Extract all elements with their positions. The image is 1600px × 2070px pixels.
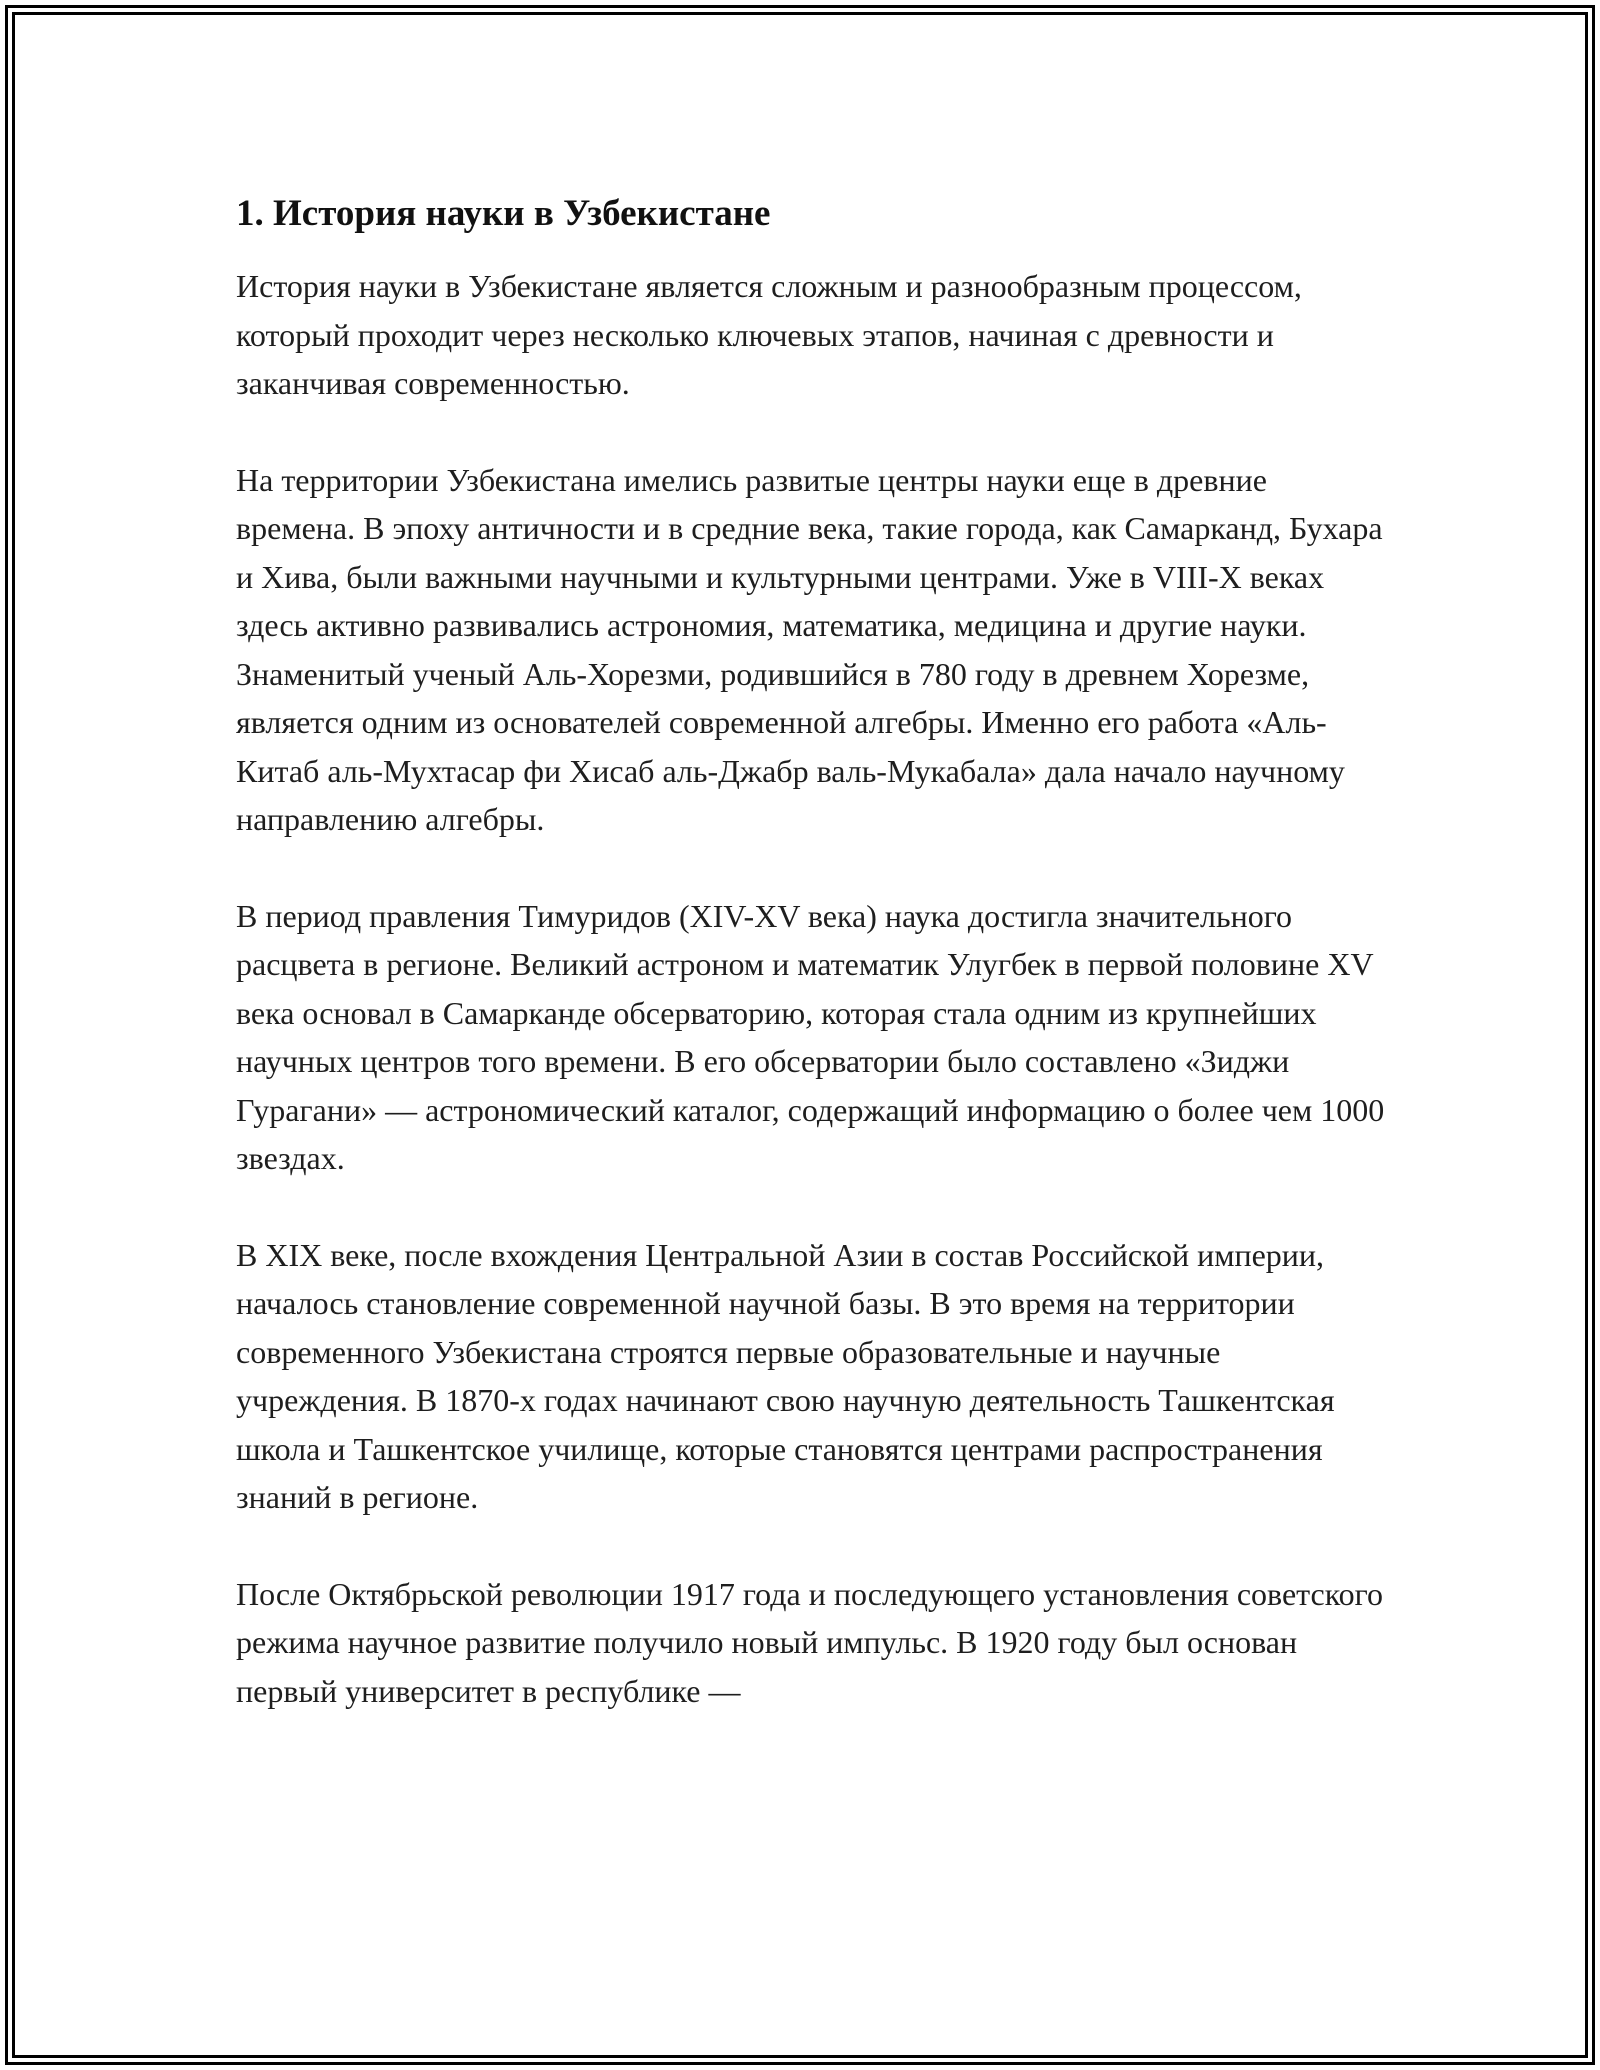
paragraph-soviet-period: После Октябрьской революции 1917 года и последующего установления советского режима научное развитие получило новый импульс. В 1920 году был основан первый университет в республике — xyxy=(236,1575,1383,1709)
document-body xyxy=(236,188,1386,1763)
paragraph-intro: История науки в Узбекистане является сложным и разнообразным процессом, который проходит через несколько ключевых этапов, начиная с древности и заканчивая современностью. xyxy=(236,268,1302,401)
paragraph-timurids: В период правления Тимуридов (XIV-XV века) наука достигла значительного расцвета в регионе. Великий астроном и математик Улугбек в первой половине XV века основал в Самарканде обсерваторию, которая стала одним из крупнейших научных центров того времени. В его обсерватории было составлено «Зиджи Гурагани» — астрономический каталог, содержащий информацию о более чем 1000 звездах. xyxy=(236,897,1385,1176)
paragraph-ancient-centers: На территории Узбекистана имелись развитые центры науки еще в древние времена. В эпоху античности и в средние века, такие города, как Самарканд, Бухара и Хива, были важными научными и культурными центрами. Уже в VIII-X веках здесь активно развивались астрономия, математика, медицина и другие науки. Знаменитый ученый Аль-Хорезми, родившийся в 780 году в древнем Хорезме, является одним из основателей современной алгебры. Именно его работа «Аль-Китаб аль-Мухтасар фи Хисаб аль-Джабр валь-Мукабала» дала начало научному направлению алгебры. xyxy=(236,461,1383,837)
section-heading: 1. История науки в Узбекистане xyxy=(236,193,771,234)
paragraph-19th-century: В XIX веке, после вхождения Центральной Азии в состав Российской империи, началось становление современной научной базы. В это время на территории современного Узбекистана строятся первые образовательные и научные учреждения. В 1870-х годах начинают свою научную деятельность Ташкентская школа и Ташкентское училище, которые становятся центрами распространения знаний в регионе. xyxy=(236,1236,1335,1515)
